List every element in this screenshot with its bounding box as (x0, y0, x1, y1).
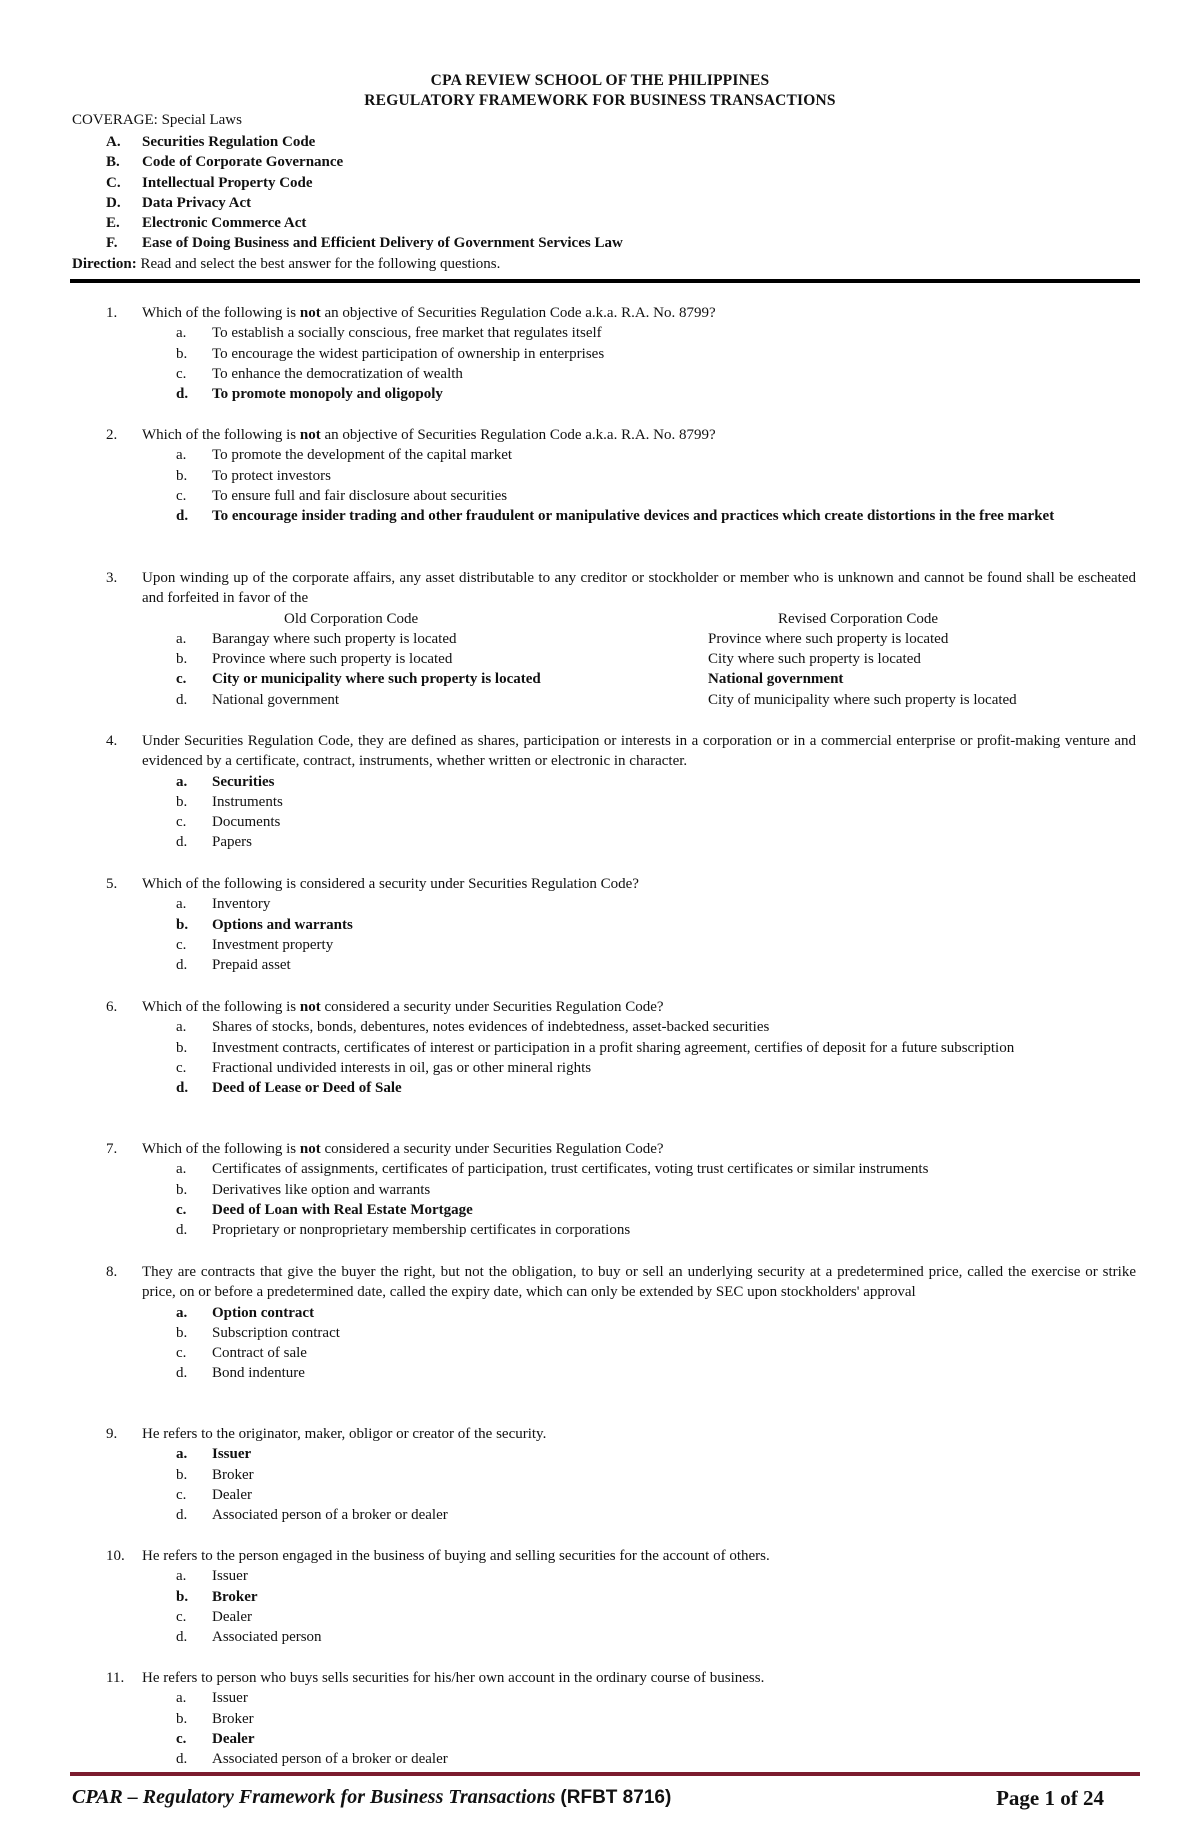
answer-option: d. Papers (176, 834, 252, 851)
page-number: Page 1 of 24 (996, 1786, 1104, 1810)
question-text: 7. Which of the following is not considered a security under Securities Regulation Code? (106, 1141, 664, 1157)
answer-option: d. Proprietary or nonproprietary membership certificates in corporations (176, 1222, 631, 1239)
correct-answer-option: d. To encourage insider trading and other fraudulent or manipulative devices and practices which create distortions in the free market (176, 508, 1055, 525)
correct-answer-option: b. Options and warrants (176, 916, 353, 933)
topic-item: D. Data Privacy Act (106, 194, 252, 211)
topic-list (106, 132, 623, 254)
answer-option: c. To ensure full and fair disclosure about securities (176, 487, 508, 504)
subject-title: REGULATORY FRAMEWORK FOR BUSINESS TRANSACTIONS (364, 92, 836, 109)
answer-option: b. Derivatives like option and warrants (176, 1181, 431, 1198)
question-block (0, 1668, 1200, 1769)
answer-option: d. Bond indenture (176, 1365, 305, 1382)
answer-option: b. Province where such property is located City where such property is located (176, 651, 921, 668)
answer-option: c. Dealer (176, 1486, 252, 1503)
topic-item: F. Ease of Doing Business and Efficient Delivery of Government Services Law (106, 235, 623, 252)
header-divider (70, 279, 1140, 283)
answer-option: a. Issuer (176, 1690, 248, 1707)
answer-option: d. Prepaid asset (176, 957, 291, 974)
question-text: 2. Which of the following is not an objective of Securities Regulation Code a.k.a. R.A. No. 8799? (106, 427, 716, 443)
correct-answer-option: c. Dealer (176, 1730, 255, 1747)
correct-answer-option: b. Broker (176, 1588, 258, 1605)
topic-item: B. Code of Corporate Governance (106, 154, 344, 171)
answer-option: a. Shares of stocks, bonds, debentures, notes evidences of indebtedness, asset-backed securities (176, 1019, 770, 1036)
question-text: 6. Which of the following is not considered a security under Securities Regulation Code? (106, 999, 664, 1015)
answer-option: a. Barangay where such property is located Province where such property is located (176, 630, 949, 647)
question-text: 8. They are contracts that give the buyer the right, but not the obligation, to buy or sell an underlying security at a predetermined price, called the exercise or strike price, on or before a predetermined date, called the expiry date, which can only be extended by SEC upon stockholders' approval (106, 1264, 1136, 1301)
answer-option: d. Associated person (176, 1629, 322, 1646)
footer-course-title: CPAR – Regulatory Framework for Business Transactions (RFBT 8716) (72, 1786, 672, 1808)
question-block (0, 1262, 1200, 1384)
answer-option: b. Broker (176, 1466, 254, 1483)
question-text: 1. Which of the following is not an objective of Securities Regulation Code a.k.a. R.A. No. 8799? (106, 305, 716, 321)
answer-option: d. Associated person of a broker or dealer (176, 1507, 448, 1524)
question-block (0, 1139, 1200, 1240)
answer-option: c. Fractional undivided interests in oil, gas or other mineral rights (176, 1059, 592, 1076)
topic-item: A. Securities Regulation Code (106, 134, 316, 150)
correct-answer-option: a. Issuer (176, 1446, 252, 1463)
answer-option: c. To enhance the democratization of wealth (176, 365, 463, 382)
correct-answer-option: a. Option contract (176, 1304, 315, 1321)
footer-divider (70, 1772, 1140, 1776)
correct-answer-option: d. To promote monopoly and oligopoly (176, 386, 443, 403)
question-block (0, 425, 1200, 526)
answer-option: d. Associated person of a broker or dealer (176, 1751, 448, 1768)
question-block (0, 303, 1200, 404)
correct-answer-option: c. Deed of Loan with Real Estate Mortgage (176, 1201, 473, 1218)
answer-option: b. Broker (176, 1710, 254, 1727)
topic-item: E. Electronic Commerce Act (106, 215, 307, 232)
answer-option: c. Dealer (176, 1608, 252, 1625)
answer-option: b. Instruments (176, 793, 283, 810)
question-text: 9. He refers to the originator, maker, obligor or creator of the security. (106, 1426, 547, 1442)
question-block (0, 1424, 1200, 1525)
answer-option: b. Subscription contract (176, 1324, 340, 1341)
correct-answer-option: d. Deed of Lease or Deed of Sale (176, 1080, 402, 1097)
column-headers: Old Corporation Code Revised Corporation Code (284, 610, 938, 627)
question-block (0, 731, 1200, 853)
question-text: 10. He refers to the person engaged in the business of buying and selling securities for the account of others. (106, 1548, 770, 1564)
answer-option: a. To establish a socially conscious, free market that regulates itself (176, 325, 602, 342)
question-block (0, 568, 1200, 710)
footer-course-code: (RFBT 8716) (560, 1787, 672, 1808)
question-text: 5. Which of the following is considered a security under Securities Regulation Code? (106, 876, 639, 892)
topic-item: C. Intellectual Property Code (106, 174, 313, 191)
question-block (0, 997, 1200, 1098)
correct-answer-option: a. Securities (176, 773, 275, 790)
question-text: 11. He refers to person who buys sells securities for his/her own account in the ordinary course of business. (106, 1670, 765, 1686)
answer-option: a. To promote the development of the capital market (176, 447, 513, 464)
question-block (0, 874, 1200, 975)
school-name: CPA REVIEW SCHOOL OF THE PHILIPPINES (430, 72, 770, 89)
question-text: 3. Upon winding up of the corporate affairs, any asset distributable to any creditor or stockholder or member who is unknown and cannot be found shall be escheated and forfeited in favor of the (106, 570, 1136, 607)
answer-option: a. Inventory (176, 896, 271, 913)
answer-option: b. To protect investors (176, 467, 331, 484)
answer-option: c. Documents (176, 814, 281, 831)
answer-option: a. Certificates of assignments, certificates of participation, trust certificates, voting trust certificates or similar instruments (176, 1161, 929, 1178)
answer-option: b. To encourage the widest participation of ownership in enterprises (176, 345, 605, 362)
answer-option: a. Issuer (176, 1568, 248, 1585)
direction-line: Direction: Read and select the best answer for the following questions. (72, 256, 501, 272)
question-block (0, 1546, 1200, 1647)
question-text: 4. Under Securities Regulation Code, they are defined as shares, participation or interests in a corporation or in a commercial enterprise or profit-making venture and evidenced by a certificate, contract, instruments, whether written or electronic in character. (106, 733, 1136, 770)
answer-option: c. Contract of sale (176, 1345, 307, 1362)
answer-option: d. National government City of municipality where such property is located (176, 691, 1017, 708)
answer-option: c. Investment property (176, 936, 334, 953)
correct-answer-option: c. City or municipality where such property is located National government (176, 671, 844, 688)
answer-option: b. Investment contracts, certificates of interest or participation in a profit sharing agreement, certifies of deposit for a future subscription (176, 1039, 1015, 1056)
coverage-line: COVERAGE: Special Laws (72, 112, 242, 128)
